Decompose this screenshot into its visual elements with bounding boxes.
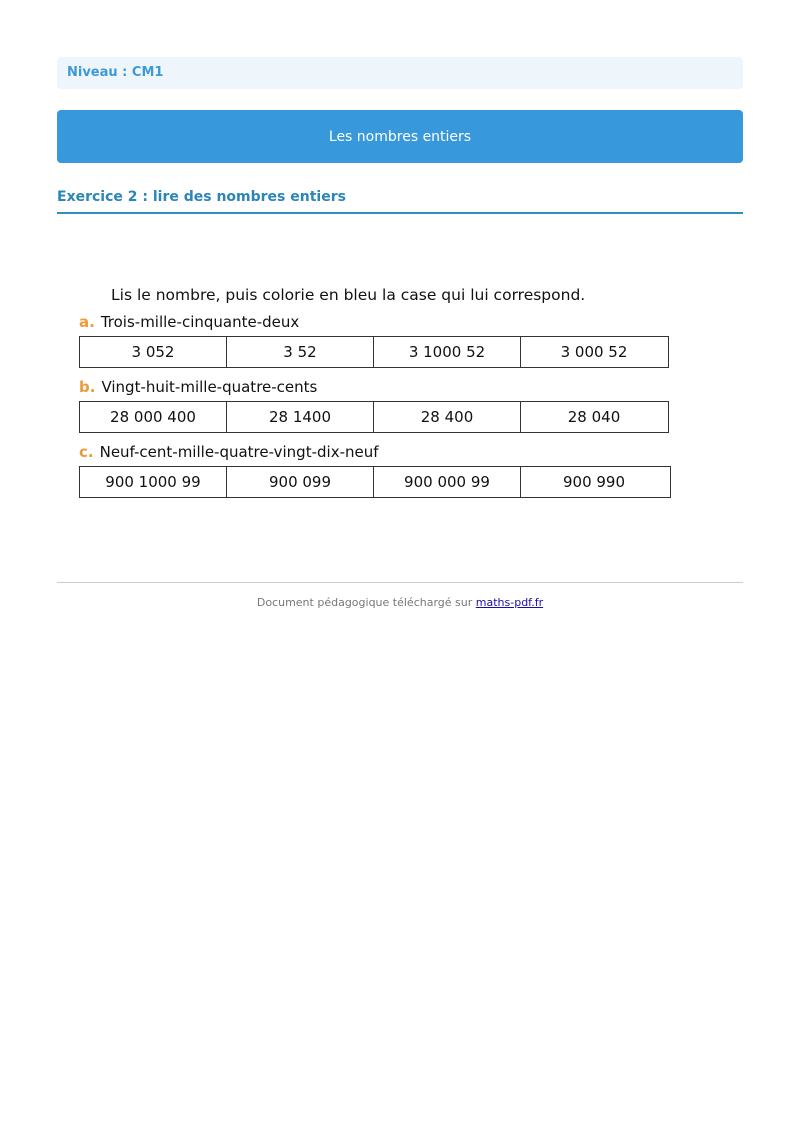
answer-cell[interactable]: 900 1000 99 xyxy=(80,467,227,497)
question-c xyxy=(79,443,379,461)
question-b xyxy=(79,378,317,396)
footer-link[interactable]: maths-pdf.fr xyxy=(475,596,544,609)
question-letter: b. xyxy=(79,378,96,396)
answer-row-c xyxy=(79,466,671,498)
question-letter: c. xyxy=(79,443,94,461)
answer-cell[interactable]: 3 1000 52 xyxy=(374,337,521,367)
footer-text: Document pédagogique téléchargé sur xyxy=(256,596,473,609)
answer-cell[interactable]: 3 52 xyxy=(227,337,374,367)
level-label: Niveau : CM1 xyxy=(67,65,164,80)
footer-divider xyxy=(57,582,743,583)
title-banner xyxy=(57,110,743,163)
question-text: Trois-mille-cinquante-deux xyxy=(100,313,300,331)
instruction-text: Lis le nombre, puis colorie en bleu la case qui lui correspond. xyxy=(111,286,586,304)
page-title: Les nombres entiers xyxy=(328,128,472,145)
answer-cell[interactable]: 28 1400 xyxy=(227,402,374,432)
answer-cell[interactable]: 28 000 400 xyxy=(80,402,227,432)
exercise-title: Exercice 2 : lire des nombres entiers xyxy=(57,189,346,205)
answer-cell[interactable]: 3 052 xyxy=(80,337,227,367)
answer-row-b xyxy=(79,401,669,433)
question-text: Vingt-huit-mille-quatre-cents xyxy=(101,378,318,396)
footer xyxy=(0,596,800,609)
answer-cell[interactable]: 28 040 xyxy=(567,408,621,426)
answer-cell[interactable]: 900 990 xyxy=(562,473,626,491)
question-letter: a. xyxy=(79,313,95,331)
answer-row-a xyxy=(79,336,669,368)
answer-cell[interactable]: 900 099 xyxy=(227,467,374,497)
level-box xyxy=(57,57,743,89)
question-a xyxy=(79,313,299,331)
exercise-heading xyxy=(57,186,743,214)
answer-cell[interactable]: 3 000 52 xyxy=(560,343,628,361)
question-text: Neuf-cent-mille-quatre-vingt-dix-neuf xyxy=(99,443,379,461)
answer-cell[interactable]: 28 400 xyxy=(374,402,521,432)
answer-cell[interactable]: 900 000 99 xyxy=(374,467,521,497)
